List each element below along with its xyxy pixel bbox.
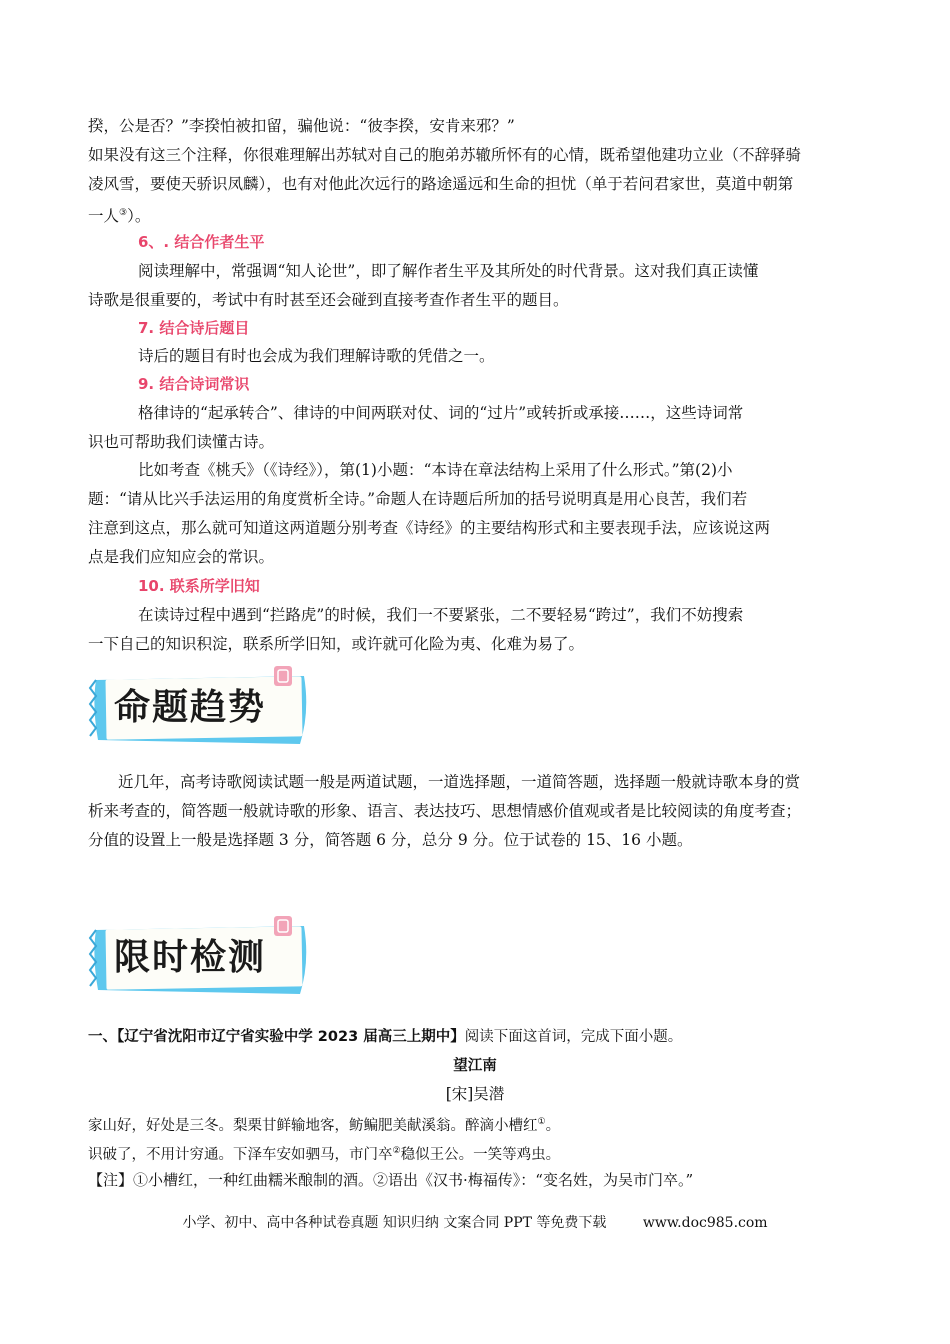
question-header <box>88 1023 682 1051</box>
sec9-line-2: 识也可帮助我们读懂古诗。 <box>88 433 275 451</box>
poem-line-1 <box>88 1108 560 1140</box>
sec10-line-1: 在读诗过程中遇到“拦路虎”的时候，我们一不要紧张，二不要轻易“跨过”，我们不妨搜索 <box>138 606 744 624</box>
footnote-marker: ③ <box>119 208 128 218</box>
footer-url[interactable]: www.doc985.com <box>642 1215 768 1231</box>
sec9-line-5: 注意到这点，那么就可知道这两道题分别考查《诗经》的主要结构形式和主要表现手法，应该说这两 <box>88 519 771 537</box>
sec6-line-2: 诗歌是很重要的，考试中有时甚至还会碰到直接考查作者生平的题目。 <box>88 291 569 309</box>
banner-trend <box>88 666 314 750</box>
sec9-line-1: 格律诗的“起承转合”、律诗的中间两联对仗、词的“过片”或转折或承接……，这些诗词常 <box>138 404 744 422</box>
sec10-line-2: 一下自己的知识积淀，联系所学旧知，或许就可化险为夷、化难为易了。 <box>88 635 585 653</box>
footer-text: 小学、初中、高中各种试卷真题 知识归纳 文案合同 PPT 等免费下载 <box>182 1215 607 1231</box>
sec9-line-6: 点是我们应知应会的常识。 <box>88 548 275 566</box>
section-heading-10: 10. 联系所学旧知 <box>138 577 260 595</box>
trend-line-2: 析来考查的，简答题一般就诗歌的形象、语言、表达技巧、思想情感价值观或者是比较阅读的角度考查； <box>88 802 802 820</box>
section-heading-7: 7. 结合诗后题目 <box>138 319 250 337</box>
sec7-line-1: 诗后的题目有时也会成为我们理解诗歌的凭借之一。 <box>138 347 495 365</box>
question-instruction: 阅读下面这首词，完成下面小题。 <box>464 1029 683 1045</box>
section-heading-6: 6、. 结合作者生平 <box>138 233 265 251</box>
banner-test <box>88 916 314 1000</box>
intro-text: 一人 <box>88 207 120 226</box>
banner-title: 限时检测 <box>114 937 267 978</box>
question-source: 【辽宁省沈阳市辽宁省实验中学 2023 届高三上期中】 <box>117 1029 465 1045</box>
poem-text: 。 <box>545 1117 561 1134</box>
intro-text: ）。 <box>127 207 151 226</box>
trend-line-3: 分值的设置上一般是选择题 3 分，简答题 6 分，总分 9 分。位于试卷的 15、16 小题。 <box>88 831 693 849</box>
intro-line-2: 如果没有这三个注释，你很难理解出苏轼对自己的胞弟苏辙所怀有的心情，既希望他建功立业（不辞驿骑 <box>88 146 802 164</box>
footnote-marker: ① <box>537 1117 546 1127</box>
banner-title: 命题趋势 <box>114 687 267 728</box>
poem-text: 识破了，不用计穷通。下泽车安如驷马，市门卒 <box>88 1146 393 1163</box>
sec6-line-1: 阅读理解中，常强调“知人论世”，即了解作者生平及其所处的时代背景。这对我们真正读懂 <box>138 262 759 280</box>
sec9-line-3: 比如考查《桃夭》（《诗经》），第(1)小题：“本诗在章法结构上采用了什么形式。”第(2)小 <box>138 461 733 479</box>
clip-icon <box>274 666 292 686</box>
sec9-line-4: 题：“请从比兴手法运用的角度赏析全诗。”命题人在诗题后所加的括号说明真是用心良苦，我们若 <box>88 490 748 508</box>
poem-text: 家山好，好处是三冬。梨栗甘鲜输地客，鲂鳊肥美献溪翁。醉滴小槽红 <box>88 1117 538 1134</box>
intro-line-1: 揆，公是否？”李揆怕被扣留，骗他说：“彼李揆，安肯来邪？” <box>88 117 515 135</box>
poem-title: 望江南 <box>453 1058 497 1074</box>
poem-note: 【注】①小槽红，一种红曲糯米酿制的酒。②语出《汉书·梅福传》：“变名姓，为吴市门卒。” <box>88 1171 694 1189</box>
trend-line-1: 近几年，高考诗歌阅读试题一般是两道试题，一道选择题，一道简答题，选择题一般就诗歌本身的赏 <box>118 773 801 791</box>
poem-author: [宋]吴潜 <box>445 1085 505 1103</box>
intro-line-4 <box>88 199 868 230</box>
poem-line-2 <box>88 1137 560 1169</box>
poem-text: 稳似王公。一笑等鸡虫。 <box>400 1146 561 1163</box>
clip-icon <box>274 916 292 936</box>
question-number: 一、 <box>88 1029 117 1045</box>
page-footer <box>0 1212 950 1234</box>
intro-line-3: 凌风雪，要使天骄识凤麟），也有对他此次远行的路途遥远和生命的担忧（单于若问君家世，莫道中朝第 <box>88 175 794 193</box>
footnote-marker: ② <box>392 1146 401 1156</box>
section-heading-9: 9. 结合诗词常识 <box>138 375 250 393</box>
